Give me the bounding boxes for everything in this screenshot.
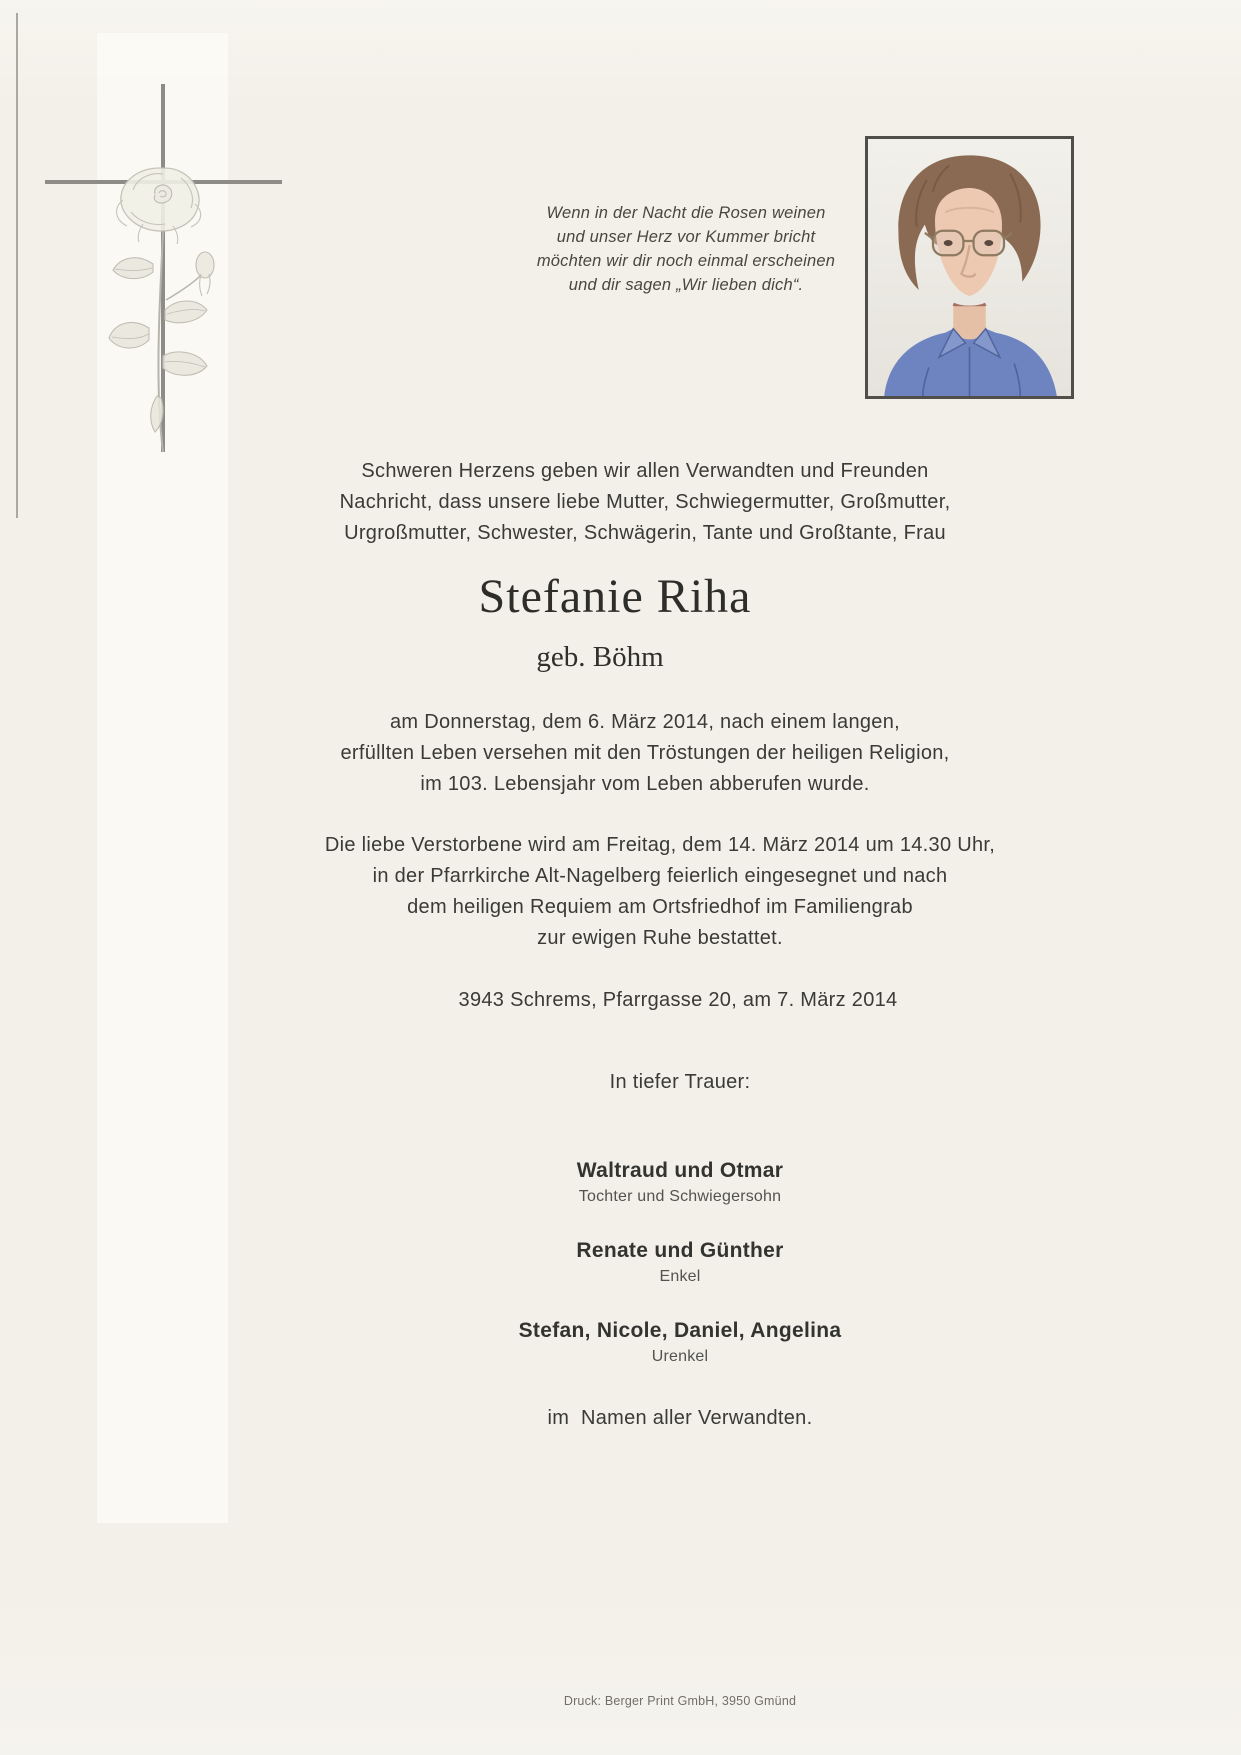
text-line: im 103. Lebensjahr vom Leben abberufen wurde. [420, 773, 870, 795]
page-fold-line [16, 13, 18, 518]
mourner-relation: Tochter und Schwiegersohn [578, 1188, 782, 1205]
memorial-poem [476, 201, 896, 297]
mourner-names: Stefan, Nicole, Daniel, Angelina [518, 1319, 842, 1342]
poem-line: und unser Herz vor Kummer bricht [556, 228, 816, 246]
rose-bud [196, 252, 214, 296]
text-line: am Donnerstag, dem 6. März 2014, nach einem langen, [389, 711, 901, 733]
text-line: dem heiligen Requiem am Ortsfriedhof im Familiengrab [407, 896, 913, 918]
maiden-name: geb. Böhm [536, 641, 664, 673]
mourners-list [230, 1157, 1130, 1397]
funeral-details [160, 830, 1160, 954]
text-line: in der Pfarrkirche Alt-Nagelberg feierlich eingesegnet und nach [372, 865, 948, 887]
printer-credit: Druck: Berger Print GmbH, 3950 Gmünd [563, 1694, 797, 1708]
text-line: zur ewigen Ruhe bestattet. [537, 927, 783, 949]
portrait-image [868, 139, 1071, 396]
text-line: Urgroßmutter, Schwester, Schwägerin, Tante und Großtante, Frau [344, 522, 946, 544]
text-line: Nachricht, dass unsere liebe Mutter, Schwiegermutter, Großmutter, [339, 491, 951, 513]
mourner-group [230, 1317, 1130, 1368]
text-line: Schweren Herzens geben wir allen Verwandten und Freunden [361, 460, 929, 482]
rose-icon [103, 160, 238, 458]
mourner-names: Waltraud und Otmar [576, 1159, 784, 1182]
poem-line: und dir sagen „Wir lieben dich“. [568, 276, 804, 294]
rose-flower [117, 168, 201, 244]
mourner-names: Renate und Günther [576, 1239, 784, 1262]
mourner-group [230, 1157, 1130, 1208]
announcement-text [195, 456, 1095, 549]
mourner-relation: Enkel [659, 1268, 701, 1285]
place-dateline: 3943 Schrems, Pfarrgasse 20, am 7. März 2014 [458, 989, 898, 1011]
closing-line: im Namen aller Verwandten. [547, 1407, 813, 1429]
mourner-relation: Urenkel [651, 1348, 709, 1365]
mourner-group [230, 1237, 1130, 1288]
poem-line: möchten wir dir noch einmal erscheinen [536, 252, 836, 270]
mourning-heading: In tiefer Trauer: [609, 1071, 751, 1093]
text-line: Die liebe Verstorbene wird am Freitag, dem 14. März 2014 um 14.30 Uhr, [324, 834, 996, 856]
poem-line: Wenn in der Nacht die Rosen weinen [546, 204, 826, 222]
portrait-photo [865, 136, 1074, 399]
text-line: erfüllten Leben versehen mit den Tröstungen der heiligen Religion, [340, 742, 950, 764]
deceased-name: Stefanie Riha [478, 570, 752, 623]
death-details [195, 707, 1095, 800]
